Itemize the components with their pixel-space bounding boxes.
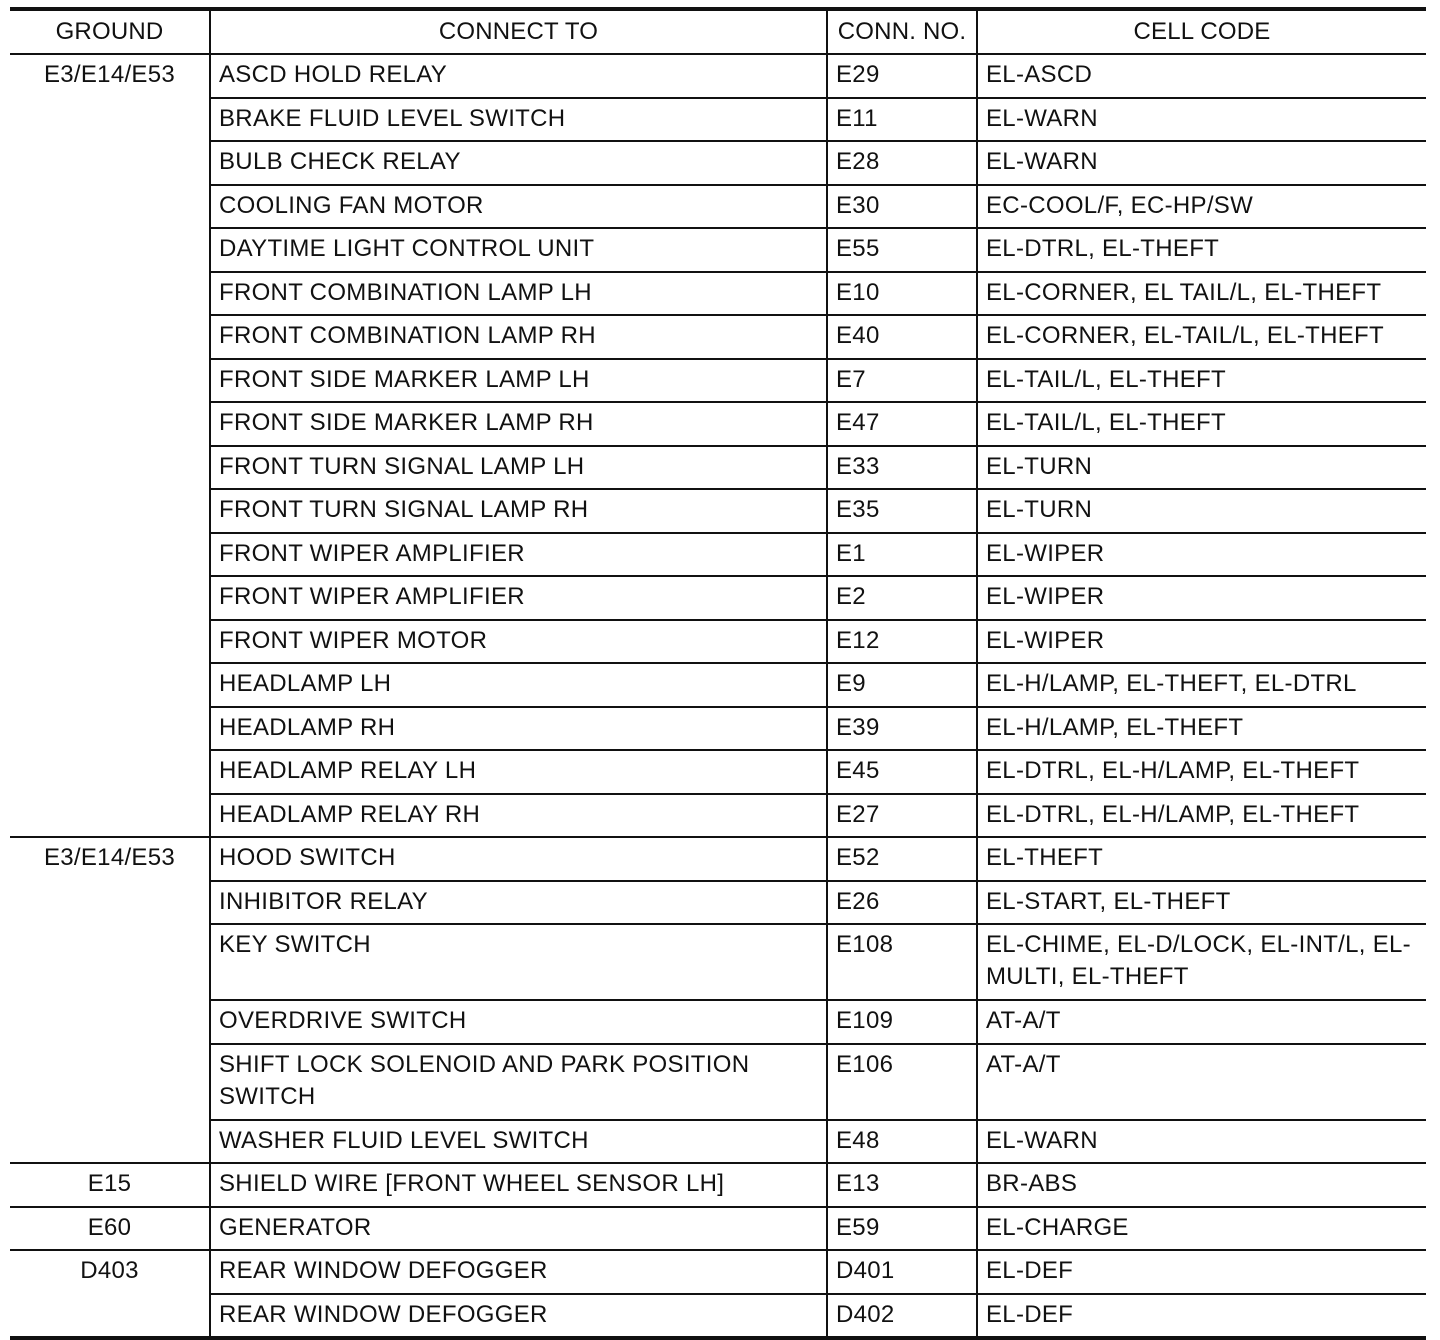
conn-no-cell: E1	[827, 533, 977, 577]
cell-code-cell: EL-WARN	[977, 1120, 1426, 1164]
conn-no-cell: E13	[827, 1163, 977, 1207]
table-row	[10, 402, 1426, 446]
table-row	[10, 315, 1426, 359]
table-row	[10, 1163, 1426, 1207]
ground-cell	[10, 707, 210, 751]
ground-cell	[10, 620, 210, 664]
connect-to-cell: FRONT WIPER AMPLIFIER	[210, 533, 827, 577]
conn-no-cell: E28	[827, 141, 977, 185]
connect-to-cell: REAR WINDOW DEFOGGER	[210, 1250, 827, 1294]
conn-no-cell: D402	[827, 1294, 977, 1339]
table-row	[10, 359, 1426, 403]
cell-code-cell: EL-DTRL, EL-H/LAMP, EL-THEFT	[977, 750, 1426, 794]
connect-to-cell: HEADLAMP RELAY LH	[210, 750, 827, 794]
table-row	[10, 794, 1426, 838]
conn-no-cell: E33	[827, 446, 977, 490]
ground-cell	[10, 98, 210, 142]
conn-no-cell: E48	[827, 1120, 977, 1164]
connect-to-cell: REAR WINDOW DEFOGGER	[210, 1294, 827, 1339]
ground-cell	[10, 1294, 210, 1339]
connect-to-cell: HEADLAMP RELAY RH	[210, 794, 827, 838]
connect-to-cell: OVERDRIVE SWITCH	[210, 1000, 827, 1044]
connect-to-cell: FRONT COMBINATION LAMP LH	[210, 272, 827, 316]
table-row	[10, 663, 1426, 707]
ground-cell	[10, 924, 210, 1000]
table-row	[10, 272, 1426, 316]
table-row	[10, 750, 1426, 794]
cell-code-cell: EL-DTRL, EL-THEFT	[977, 228, 1426, 272]
conn-no-cell: E11	[827, 98, 977, 142]
table-row	[10, 141, 1426, 185]
cell-code-cell: EL-H/LAMP, EL-THEFT, EL-DTRL	[977, 663, 1426, 707]
table-row	[10, 1207, 1426, 1251]
connect-to-cell: FRONT WIPER MOTOR	[210, 620, 827, 664]
cell-code-cell: EC-COOL/F, EC-HP/SW	[977, 185, 1426, 229]
connect-to-cell: COOLING FAN MOTOR	[210, 185, 827, 229]
table-row	[10, 924, 1426, 1000]
table-row	[10, 489, 1426, 533]
header-ground: GROUND	[10, 9, 210, 54]
ground-cell	[10, 185, 210, 229]
connect-to-cell: DAYTIME LIGHT CONTROL UNIT	[210, 228, 827, 272]
cell-code-cell: EL-WIPER	[977, 533, 1426, 577]
cell-code-cell: EL-WARN	[977, 141, 1426, 185]
conn-no-cell: E27	[827, 794, 977, 838]
ground-cell: E15	[10, 1163, 210, 1207]
table-row	[10, 837, 1426, 881]
connect-to-cell: INHIBITOR RELAY	[210, 881, 827, 925]
header-connect-to: CONNECT TO	[210, 9, 827, 54]
ground-cell	[10, 228, 210, 272]
conn-no-cell: E40	[827, 315, 977, 359]
table-row	[10, 228, 1426, 272]
connect-to-cell: FRONT TURN SIGNAL LAMP RH	[210, 489, 827, 533]
ground-cell	[10, 794, 210, 838]
connect-to-cell: FRONT COMBINATION LAMP RH	[210, 315, 827, 359]
table-row	[10, 1120, 1426, 1164]
connect-to-cell: FRONT TURN SIGNAL LAMP LH	[210, 446, 827, 490]
cell-code-cell: BR-ABS	[977, 1163, 1426, 1207]
conn-no-cell: E2	[827, 576, 977, 620]
connect-to-cell: BULB CHECK RELAY	[210, 141, 827, 185]
connect-to-cell: HEADLAMP LH	[210, 663, 827, 707]
connect-to-cell: KEY SWITCH	[210, 924, 827, 1000]
ground-cell	[10, 1000, 210, 1044]
ground-cell	[10, 141, 210, 185]
ground-cell	[10, 272, 210, 316]
conn-no-cell: E108	[827, 924, 977, 1000]
cell-code-cell: EL-WIPER	[977, 576, 1426, 620]
table-row	[10, 620, 1426, 664]
cell-code-cell: EL-TAIL/L, EL-THEFT	[977, 402, 1426, 446]
table-row	[10, 185, 1426, 229]
connect-to-cell: FRONT SIDE MARKER LAMP RH	[210, 402, 827, 446]
connect-to-cell: HEADLAMP RH	[210, 707, 827, 751]
cell-code-cell: EL-DEF	[977, 1250, 1426, 1294]
connect-to-cell: HOOD SWITCH	[210, 837, 827, 881]
cell-code-cell: EL-CHARGE	[977, 1207, 1426, 1251]
connect-to-cell: SHIFT LOCK SOLENOID AND PARK POSITION SWITCH	[210, 1044, 827, 1120]
table-row	[10, 1044, 1426, 1120]
cell-code-cell: EL-CHIME, EL-D/LOCK, EL-INT/L, EL-MULTI, EL-THEFT	[977, 924, 1426, 1000]
cell-code-cell: EL-ASCD	[977, 54, 1426, 98]
ground-cell	[10, 881, 210, 925]
table-row	[10, 881, 1426, 925]
conn-no-cell: E52	[827, 837, 977, 881]
conn-no-cell: E55	[827, 228, 977, 272]
conn-no-cell: E10	[827, 272, 977, 316]
ground-cell	[10, 402, 210, 446]
cell-code-cell: EL-WARN	[977, 98, 1426, 142]
header-conn-no: CONN. NO.	[827, 9, 977, 54]
cell-code-cell: EL-CORNER, EL TAIL/L, EL-THEFT	[977, 272, 1426, 316]
table-row	[10, 1294, 1426, 1339]
cell-code-cell: EL-DTRL, EL-H/LAMP, EL-THEFT	[977, 794, 1426, 838]
ground-cell: E3/E14/E53	[10, 837, 210, 881]
connect-to-cell: FRONT SIDE MARKER LAMP LH	[210, 359, 827, 403]
cell-code-cell: EL-START, EL-THEFT	[977, 881, 1426, 925]
conn-no-cell: D401	[827, 1250, 977, 1294]
ground-cell	[10, 533, 210, 577]
table-row	[10, 1000, 1426, 1044]
ground-distribution-table	[10, 7, 1426, 1340]
ground-cell	[10, 1044, 210, 1120]
conn-no-cell: E47	[827, 402, 977, 446]
ground-cell: E3/E14/E53	[43, 61, 176, 88]
conn-no-cell: E30	[827, 185, 977, 229]
ground-cell: E60	[10, 1207, 210, 1251]
ground-cell	[10, 750, 210, 794]
cell-code-cell: EL-THEFT	[977, 837, 1426, 881]
conn-no-cell: E106	[827, 1044, 977, 1120]
cell-code-cell: AT-A/T	[977, 1000, 1426, 1044]
cell-code-cell: EL-TURN	[977, 446, 1426, 490]
conn-no-cell: E12	[827, 620, 977, 664]
conn-no-cell: E109	[827, 1000, 977, 1044]
table-row	[10, 1250, 1426, 1294]
table-row	[10, 707, 1426, 751]
table-row	[10, 533, 1426, 577]
table-body	[10, 54, 1426, 1338]
ground-cell	[10, 446, 210, 490]
ground-cell	[10, 315, 210, 359]
table-header-row	[10, 9, 1426, 54]
header-cell-code: CELL CODE	[977, 9, 1426, 54]
cell-code-cell: AT-A/T	[977, 1044, 1426, 1120]
conn-no-cell: E59	[827, 1207, 977, 1251]
connect-to-cell: FRONT WIPER AMPLIFIER	[210, 576, 827, 620]
ground-distribution-table-wrapper	[10, 7, 1426, 1340]
conn-no-cell: E35	[827, 489, 977, 533]
cell-code-cell: EL-H/LAMP, EL-THEFT	[977, 707, 1426, 751]
cell-code-cell: EL-CORNER, EL-TAIL/L, EL-THEFT	[977, 315, 1426, 359]
connect-to-cell: SHIELD WIRE [FRONT WHEEL SENSOR LH]	[210, 1163, 827, 1207]
ground-cell	[10, 489, 210, 533]
table-row	[10, 446, 1426, 490]
cell-code-cell: EL-TAIL/L, EL-THEFT	[977, 359, 1426, 403]
ground-cell	[10, 359, 210, 403]
connect-to-cell: GENERATOR	[210, 1207, 827, 1251]
ground-cell	[10, 663, 210, 707]
connect-to-cell: BRAKE FLUID LEVEL SWITCH	[210, 98, 827, 142]
table-row	[10, 98, 1426, 142]
table-row	[10, 576, 1426, 620]
cell-code-cell: EL-DEF	[977, 1294, 1426, 1339]
ground-cell: D403	[10, 1250, 210, 1294]
conn-no-cell: E29	[827, 54, 977, 98]
connect-to-cell: WASHER FLUID LEVEL SWITCH	[210, 1120, 827, 1164]
conn-no-cell: E39	[827, 707, 977, 751]
table-row	[10, 54, 1426, 98]
ground-cell	[10, 1120, 210, 1164]
ground-cell	[10, 576, 210, 620]
cell-code-cell: EL-TURN	[977, 489, 1426, 533]
connect-to-cell: ASCD HOLD RELAY	[210, 54, 827, 98]
conn-no-cell: E26	[827, 881, 977, 925]
conn-no-cell: E7	[827, 359, 977, 403]
conn-no-cell: E45	[827, 750, 977, 794]
conn-no-cell: E9	[827, 663, 977, 707]
cell-code-cell: EL-WIPER	[977, 620, 1426, 664]
